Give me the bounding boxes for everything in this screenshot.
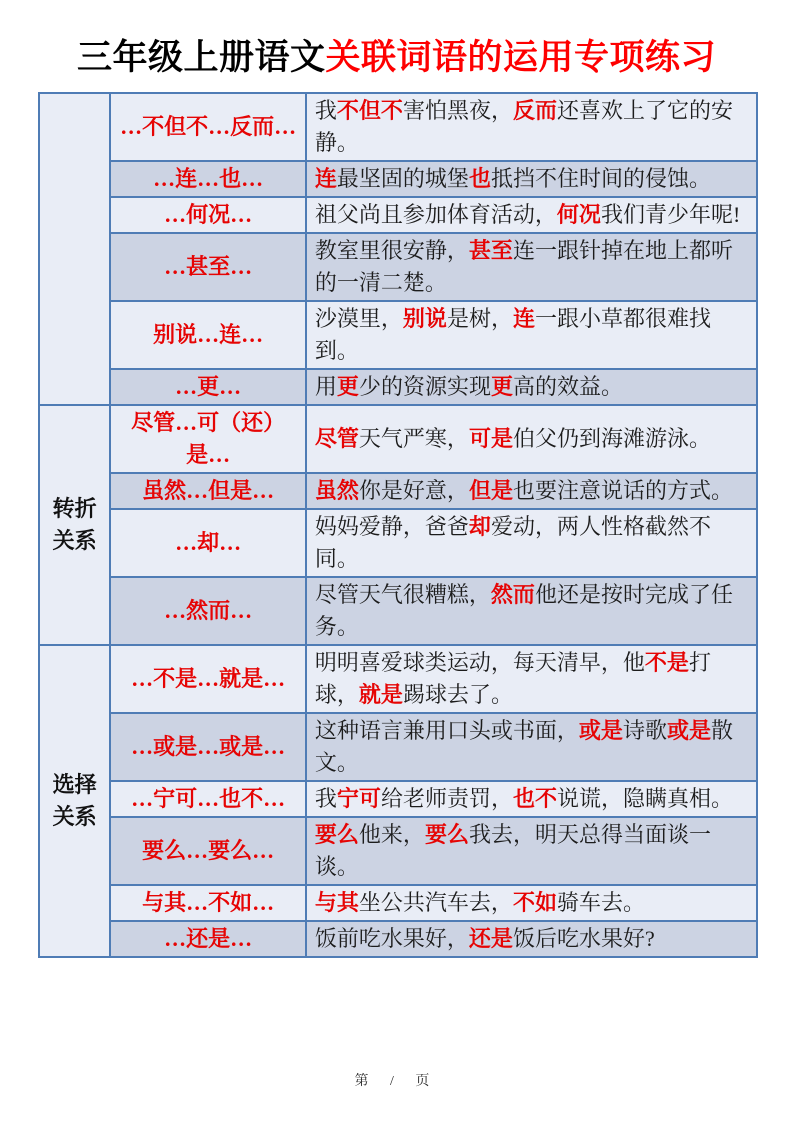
sentence-text: 说谎，隐瞒真相。 [556,786,733,811]
sentence-text: 这种语言兼用口头或书面， [314,718,579,743]
conjunction-practice-table [38,92,758,958]
table-row [39,509,757,577]
sentence-text: 是树， [446,306,513,331]
sentence-cell [306,713,757,781]
table-row [39,781,757,817]
highlighted-conjunction: 要么 [314,822,359,847]
sentence-text: 打球， [314,650,711,707]
pattern-cell: …甚至… [110,233,306,301]
sentence-text: 你是好意， [358,478,469,503]
pattern-cell: …宁可…也不… [110,781,306,817]
highlighted-conjunction: 或是 [578,718,623,743]
highlighted-conjunction: 别说 [402,306,447,331]
table-row [39,93,757,161]
sentence-cell [306,233,757,301]
sentence-text: 高的效益。 [512,374,623,399]
title-black-part: 三年级上册语文 [76,38,326,77]
pattern-cell: 要么…要么… [110,817,306,885]
table-row [39,405,757,473]
page-number-text: 第 / 页 [354,1074,439,1089]
pattern-cell: …然而… [110,577,306,645]
highlighted-conjunction: 然而 [490,582,535,607]
highlighted-conjunction: 不但不 [336,98,403,123]
pattern-cell: …却… [110,509,306,577]
pattern-cell: …或是…或是… [110,713,306,781]
sentence-cell [306,885,757,921]
sentence-cell [306,781,757,817]
pattern-cell: …更… [110,369,306,405]
sentence-text: 祖父尚且参加体育活动， [314,202,557,227]
table-row [39,233,757,301]
table-row [39,473,757,509]
sentence-text: 踢球去了。 [402,682,513,707]
category-cell: 选择关系 [39,645,110,957]
sentence-text: 我 [314,786,337,811]
sentence-cell [306,93,757,161]
sentence-text: 用 [314,374,337,399]
category-cell: 转折关系 [39,405,110,645]
highlighted-conjunction: 连 [314,166,337,191]
page-footer [0,1070,793,1090]
table-row [39,197,757,233]
highlighted-conjunction: 更 [490,374,513,399]
sentence-text: 连一跟针掉在地上都听的一清二楚。 [314,238,733,295]
sentence-text: 诗歌 [622,718,667,743]
sentence-cell [306,577,757,645]
highlighted-conjunction: 就是 [358,682,403,707]
highlighted-conjunction: 更 [336,374,359,399]
sentence-cell [306,161,757,197]
sentence-cell [306,369,757,405]
sentence-text: 最坚固的城堡 [336,166,469,191]
table-row [39,161,757,197]
highlighted-conjunction: 连 [512,306,535,331]
highlighted-conjunction: 却 [468,514,491,539]
sentence-text: 还喜欢上了它的安静。 [314,98,733,155]
table-row [39,577,757,645]
sentence-text: 也要注意说话的方式。 [512,478,733,503]
table-row [39,301,757,369]
sentence-text: 爱动，两人性格截然不同。 [314,514,711,571]
sentence-cell [306,817,757,885]
table-row [39,921,757,957]
highlighted-conjunction: 可是 [468,426,513,451]
highlighted-conjunction: 也不 [512,786,557,811]
highlighted-conjunction: 反而 [512,98,557,123]
sentence-text: 抵挡不住时间的侵蚀。 [490,166,711,191]
highlighted-conjunction: 甚至 [468,238,513,263]
sentence-text: 饭后吃水果好? [512,926,655,951]
category-cell [39,93,110,405]
sentence-text: 饭前吃水果好， [314,926,469,951]
highlighted-conjunction: 宁可 [336,786,381,811]
sentence-text: 妈妈爱静，爸爸 [314,514,469,539]
highlighted-conjunction: 还是 [468,926,513,951]
highlighted-conjunction: 要么 [424,822,469,847]
sentence-text: 害怕黑夜， [402,98,513,123]
page-title [0,0,793,92]
sentence-text: 明明喜爱球类运动，每天清早，他 [314,650,645,675]
sentence-text: 我们青少年呢! [600,202,741,227]
sentence-text: 教室里很安静， [314,238,469,263]
highlighted-conjunction: 虽然 [314,478,359,503]
sentence-cell [306,645,757,713]
highlighted-conjunction: 也 [468,166,491,191]
sentence-text: 我去，明天总得当面谈一谈。 [314,822,711,879]
highlighted-conjunction: 尽管 [314,426,359,451]
table-body [39,93,757,957]
highlighted-conjunction: 但是 [468,478,513,503]
sentence-text: 他还是按时完成了任务。 [314,582,733,639]
pattern-cell: 虽然…但是… [110,473,306,509]
sentence-text: 散文。 [314,718,733,775]
sentence-text: 天气严寒， [358,426,469,451]
sentence-text: 沙漠里， [314,306,403,331]
pattern-cell: …不是…就是… [110,645,306,713]
sentence-text: 他来， [358,822,425,847]
sentence-text: 一跟小草都很难找到。 [314,306,711,363]
sentence-text: 坐公共汽车去， [358,890,513,915]
highlighted-conjunction: 与其 [314,890,359,915]
pattern-cell: …还是… [110,921,306,957]
table-row [39,713,757,781]
pattern-cell: …不但不…反而… [110,93,306,161]
sentence-cell [306,509,757,577]
pattern-cell: 与其…不如… [110,885,306,921]
title-red-part: 关联词语的运用专项练习 [325,38,717,77]
highlighted-conjunction: 不是 [644,650,689,675]
pattern-cell: 尽管…可（还）是… [110,405,306,473]
sentence-text: 伯父仍到海滩游泳。 [512,426,711,451]
highlighted-conjunction: 或是 [666,718,711,743]
table-row [39,817,757,885]
sentence-text: 骑车去。 [556,890,645,915]
table-row [39,885,757,921]
pattern-cell: …连…也… [110,161,306,197]
sentence-cell [306,197,757,233]
sentence-cell [306,405,757,473]
sentence-cell [306,301,757,369]
sentence-text: 尽管天气很糟糕， [314,582,491,607]
pattern-cell: …何况… [110,197,306,233]
sentence-text: 少的资源实现 [358,374,491,399]
pattern-cell: 别说…连… [110,301,306,369]
table-row [39,645,757,713]
sentence-cell [306,921,757,957]
table-row [39,369,757,405]
highlighted-conjunction: 何况 [556,202,601,227]
sentence-text: 我 [314,98,337,123]
sentence-text: 给老师责罚， [380,786,513,811]
sentence-cell [306,473,757,509]
highlighted-conjunction: 不如 [512,890,557,915]
